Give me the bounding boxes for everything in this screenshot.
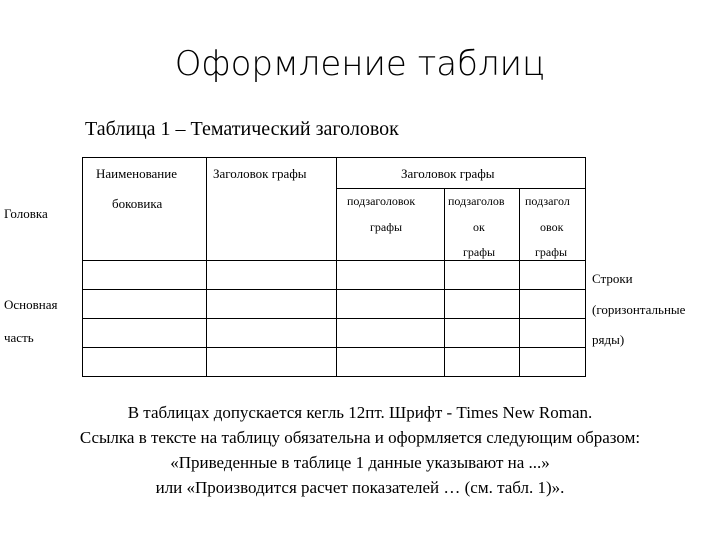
subheader-3-line3: графы [535,245,568,259]
column-divider [444,188,445,377]
subheader-3-line2: овок [540,220,564,234]
subheader-2-line2: ок [473,220,485,234]
subheader-1-line1: подзаголовок [347,194,416,208]
subheader-1-line2: графы [370,220,403,234]
subheader-2-line1: подзаголов [448,194,505,208]
table-caption: Таблица 1 – Тематический заголовок [85,118,399,140]
stub-header-line1: Наименование [96,166,177,181]
row-divider [82,347,586,348]
row-divider [82,289,586,290]
subheader-2-line3: графы [463,245,496,259]
table-top-border [82,157,586,158]
subheader-3-line1: подзагол [525,194,570,208]
group-header-divider [336,188,586,189]
body-side-label-line2: часть [4,330,34,345]
note-line-1: В таблицах допускается кегль 12пт. Шрифт - Times New Roman. [127,403,593,422]
column-header: Заголовок графы [213,166,307,181]
note-line-2: Ссылка в тексте на таблицу обязательна и оформляется следующим образом: [79,428,641,447]
group-header: Заголовок графы [401,166,495,181]
slide-title: Оформление таблиц [174,44,546,84]
column-divider [519,188,520,377]
row-divider [82,318,586,319]
header-bottom-border [82,260,586,261]
stub-header-line2: боковика [112,196,163,211]
table-bottom-border [82,376,586,377]
rows-label-line2: (горизонтальные [592,302,686,317]
column-divider [206,157,207,377]
column-divider [336,157,337,377]
rows-label-line3: ряды) [592,332,625,347]
note-line-4: или «Производится расчет показателей … (см. табл. 1)». [155,478,565,497]
note-line-3: «Приведенные в таблице 1 данные указывают на ...» [170,453,550,472]
table-left-border [82,157,83,377]
table-right-border [585,157,586,377]
body-side-label-line1: Основная [4,297,58,312]
header-side-label: Головка [4,206,48,221]
rows-label-line1: Строки [592,271,633,286]
